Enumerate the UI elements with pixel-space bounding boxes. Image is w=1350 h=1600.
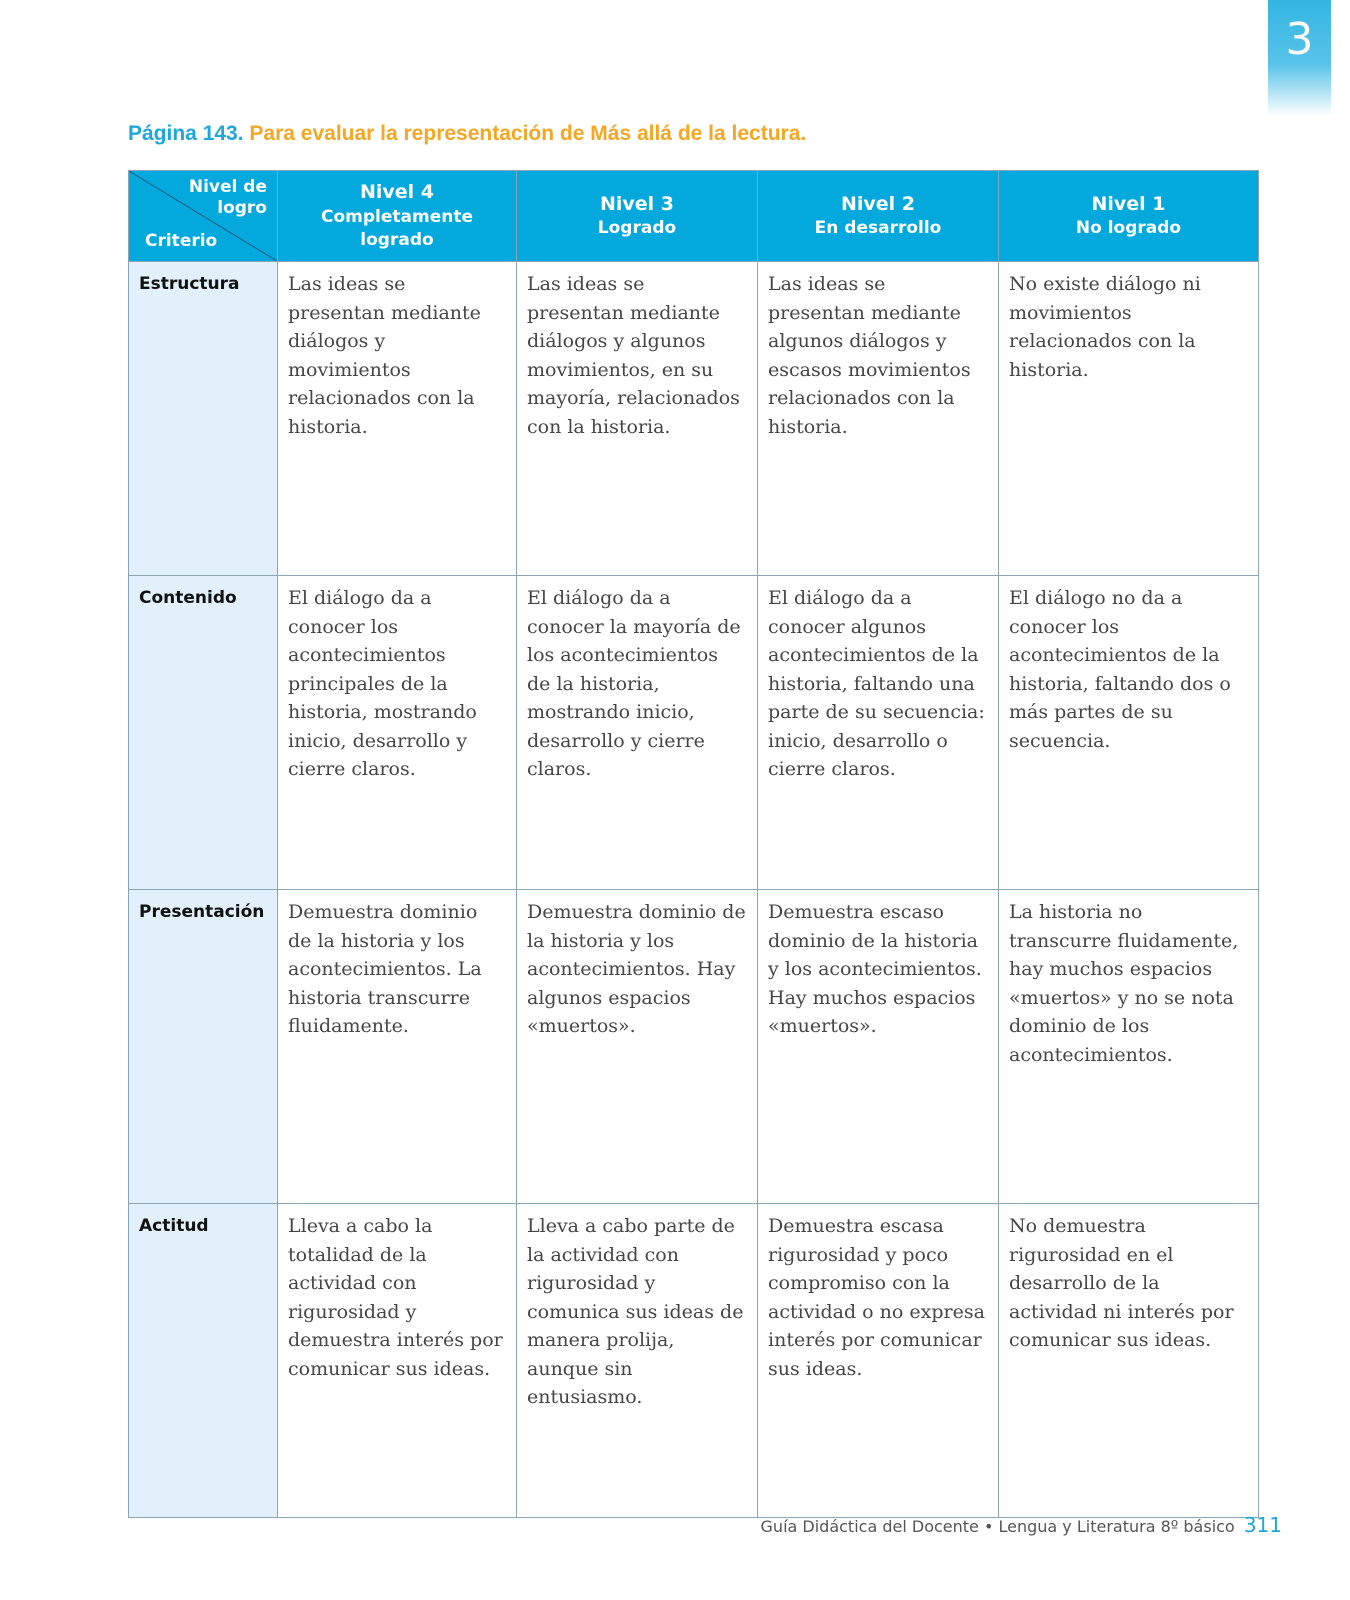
corner-header <box>129 171 278 262</box>
rubric-table <box>128 170 1259 1518</box>
corner-level-line1: Nivel de <box>188 177 267 197</box>
table-row <box>129 576 1259 890</box>
table-cell: Demuestra dominio de la historia y los acontecimientos. La historia transcurre fluidamente. <box>278 890 517 1204</box>
table-cell: El diálogo no da a conocer los acontecimientos de la historia, faltando dos o más partes de su secuencia. <box>999 576 1259 890</box>
criterion-cell: Estructura <box>129 262 278 576</box>
criterion-cell: Contenido <box>129 576 278 890</box>
table-row <box>129 1204 1259 1518</box>
heading-emphasis: Más allá de la lectura. <box>590 122 807 145</box>
table-cell: El diálogo da a conocer la mayoría de los acontecimientos de la historia, mostrando inicio, desarrollo y cierre claros. <box>517 576 758 890</box>
chapter-tab <box>1268 0 1331 116</box>
table-cell: Demuestra escasa rigurosidad y poco compromiso con la actividad o no expresa interés por comunicar sus ideas. <box>758 1204 999 1518</box>
level-header-1 <box>999 171 1259 262</box>
page-number: 311 <box>1243 1513 1282 1537</box>
table-row <box>129 890 1259 1204</box>
table-cell: La historia no transcurre fluidamente, hay muchos espacios «muertos» y no se nota dominio de los acontecimientos. <box>999 890 1259 1204</box>
level-title: Nivel 3 <box>599 192 675 215</box>
level-subtitle: En desarrollo <box>814 218 942 239</box>
level-header-4 <box>278 171 517 262</box>
table-cell: Las ideas se presentan mediante diálogos y movimientos relacionados con la historia. <box>278 262 517 576</box>
level-title: Nivel 4 <box>359 181 435 204</box>
page-heading <box>128 122 806 146</box>
level-header-2 <box>758 171 999 262</box>
corner-criterion-label: Criterio <box>145 231 218 252</box>
table-cell: Demuestra dominio de la historia y los acontecimientos. Hay algunos espacios «muertos». <box>517 890 758 1204</box>
table-cell: Lleva a cabo parte de la actividad con rigurosidad y comunica sus ideas de manera prolija, aunque sin entusiasmo. <box>517 1204 758 1518</box>
table-cell: Las ideas se presentan mediante algunos diálogos y escasos movimientos relacionados con la historia. <box>758 262 999 576</box>
level-header-3 <box>517 171 758 262</box>
table-cell: No demuestra rigurosidad en el desarrollo de la actividad ni interés por comunicar sus ideas. <box>999 1204 1259 1518</box>
level-subtitle: Logrado <box>597 218 677 239</box>
heading-text: Para evaluar la representación de <box>249 122 585 145</box>
corner-level-label <box>189 177 267 220</box>
table-row <box>129 262 1259 576</box>
level-subtitle: No logrado <box>1075 218 1182 239</box>
criterion-cell: Actitud <box>129 1204 278 1518</box>
table-cell: El diálogo da a conocer los acontecimientos principales de la historia, mostrando inicio, desarrollo y cierre claros. <box>278 576 517 890</box>
level-subtitle: Completamente logrado <box>321 206 473 250</box>
header-row <box>129 171 1259 262</box>
chapter-number: 3 <box>1285 14 1314 65</box>
corner-level-line2: logro <box>217 198 267 219</box>
footer-text: Guía Didáctica del Docente • Lengua y Literatura 8º básico <box>760 1517 1235 1536</box>
level-title: Nivel 1 <box>1091 192 1166 215</box>
heading-page-ref: Página 143. <box>128 122 244 145</box>
table-cell: Lleva a cabo la totalidad de la actividad con rigurosidad y demuestra interés por comunicar sus ideas. <box>278 1204 517 1518</box>
criterion-cell: Presentación <box>129 890 278 1204</box>
table-cell: Las ideas se presentan mediante diálogos y algunos movimientos, en su mayoría, relacionados con la historia. <box>517 262 758 576</box>
page-footer <box>761 1513 1282 1537</box>
table-cell: Demuestra escaso dominio de la historia y los acontecimientos. Hay muchos espacios «muertos». <box>758 890 999 1204</box>
table-cell: No existe diálogo ni movimientos relacionados con la historia. <box>999 262 1259 576</box>
table-cell: El diálogo da a conocer algunos acontecimientos de la historia, faltando una parte de su secuencia: inicio, desarrollo o cierre claros. <box>758 576 999 890</box>
level-title: Nivel 2 <box>840 192 916 215</box>
